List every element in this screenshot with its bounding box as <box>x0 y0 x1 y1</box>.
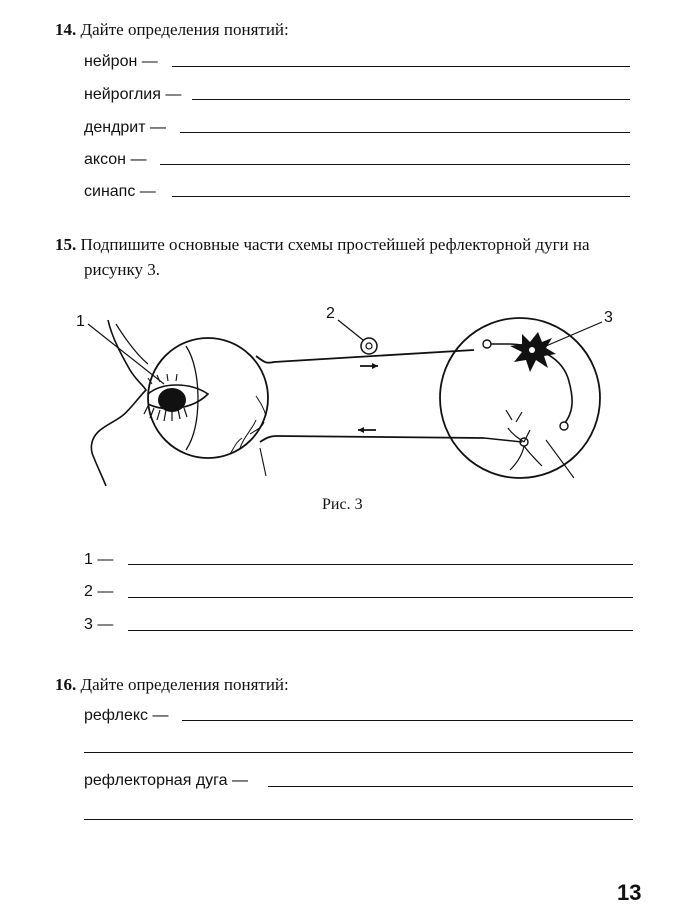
page-number: 13 <box>617 880 642 905</box>
answer-label-2: 2 — <box>84 583 114 600</box>
face-profile <box>91 320 146 486</box>
q16-heading <box>55 675 289 695</box>
figure-label-2: 2 <box>326 305 335 322</box>
figure-label-3: 3 <box>604 309 613 326</box>
answer-line-neuroglia[interactable] <box>192 99 630 100</box>
term-neuroglia: нейроглия — <box>84 86 182 103</box>
synapse-inter <box>560 422 568 430</box>
answer-line-dendrite[interactable] <box>180 132 630 133</box>
leader-line-bottom-left <box>260 448 266 476</box>
arrow-left-head <box>358 427 364 433</box>
answer-label-3: 3 — <box>84 616 114 633</box>
sensory-ganglion <box>361 338 377 354</box>
q16-number: 16. <box>55 675 77 694</box>
answer-line-axon[interactable] <box>160 164 630 165</box>
synapse-afferent <box>483 340 491 348</box>
q14-heading <box>55 20 289 40</box>
leader-line-1 <box>88 324 164 384</box>
arrow-right-head <box>372 363 378 369</box>
answer-line-reflex-cont[interactable] <box>84 752 633 753</box>
neuron-nucleus <box>529 347 535 353</box>
term-axon: аксон — <box>84 151 147 168</box>
answer-line-2[interactable] <box>128 597 633 598</box>
q14-number: 14. <box>55 20 77 39</box>
q15-heading <box>55 235 590 255</box>
reflex-arc-diagram <box>60 298 620 488</box>
leader-line-2 <box>338 320 363 340</box>
answer-line-synapse[interactable] <box>172 196 630 197</box>
term-neuron: нейрон — <box>84 53 158 70</box>
q15-prompt-line1: Подпишите основные части схемы простейшей рефлекторной дуги на <box>80 235 590 254</box>
q15-number: 15. <box>55 235 77 254</box>
answer-line-neuron[interactable] <box>172 66 630 67</box>
answer-label-1: 1 — <box>84 551 114 568</box>
term-synapse: синапс — <box>84 183 156 200</box>
q15-prompt-line2: рисунку 3. <box>84 260 161 279</box>
term-reflex-arc: рефлекторная дуга — <box>84 772 248 789</box>
answer-line-reflex-arc[interactable] <box>268 786 633 787</box>
motor-axon-exit <box>484 438 522 442</box>
figure-caption: Рис. 3 <box>322 496 363 513</box>
iris <box>158 388 186 412</box>
term-reflex: рефлекс — <box>84 707 169 724</box>
answer-line-1[interactable] <box>128 564 633 565</box>
eye-lens-edge <box>186 346 198 450</box>
figure-label-1: 1 <box>76 313 85 330</box>
answer-line-reflex-arc-cont[interactable] <box>84 819 633 820</box>
term-dendrite: дендрит — <box>84 119 167 136</box>
answer-line-reflex[interactable] <box>182 720 633 721</box>
spinal-cord-section <box>440 318 600 478</box>
q16-prompt: Дайте определения понятий: <box>80 675 289 694</box>
answer-line-3[interactable] <box>128 630 633 631</box>
q14-prompt: Дайте определения понятий: <box>80 20 289 39</box>
